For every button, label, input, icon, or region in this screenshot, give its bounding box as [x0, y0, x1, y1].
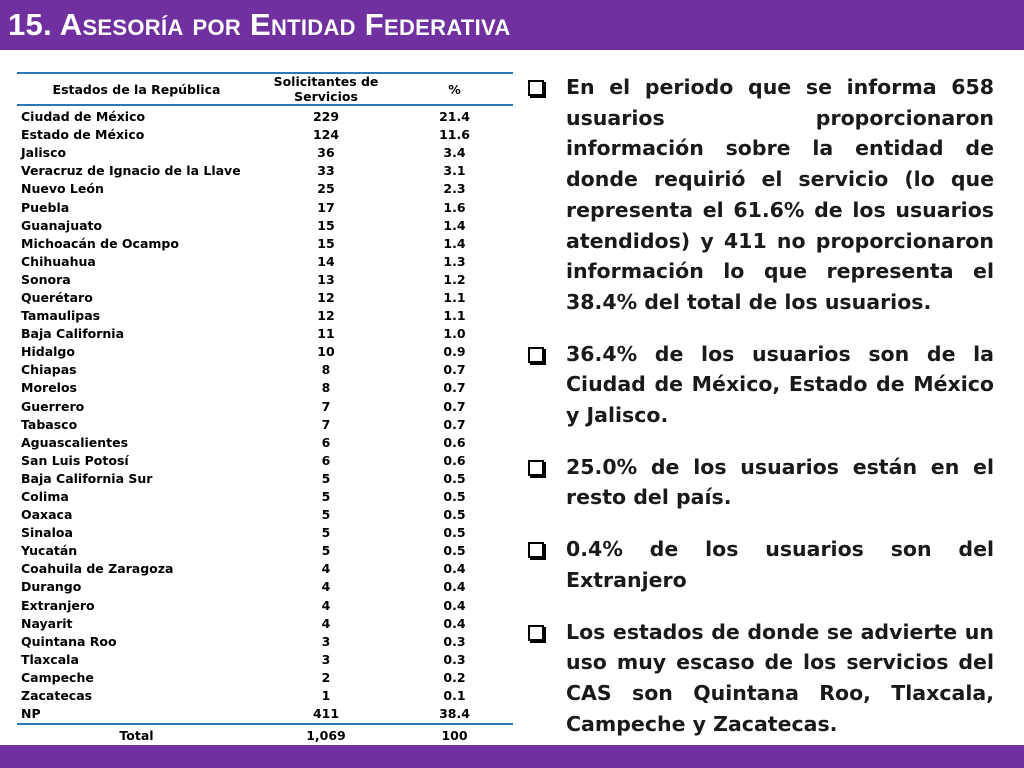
requests-cell: 411 — [256, 705, 396, 724]
requests-cell: 5 — [321, 525, 331, 541]
requests-cell: 11 — [317, 326, 335, 342]
requests-cell: 25 — [317, 181, 335, 197]
total-count: 1,069 — [256, 724, 396, 746]
requests-cell: 6 — [321, 434, 331, 450]
percent-cell: 1.1 — [443, 308, 466, 324]
percent-cell: 1.2 — [443, 271, 466, 287]
state-cell: Chihuahua — [21, 253, 96, 269]
state-cell: Oaxaca — [21, 507, 73, 523]
requests-cell: 7 — [321, 416, 331, 432]
state-cell: Tlaxcala — [21, 651, 79, 667]
requests-cell: 5 — [321, 470, 331, 486]
table-row — [17, 434, 513, 452]
state-cell: Morelos — [21, 380, 77, 396]
percent-cell: 3.4 — [443, 145, 466, 161]
table-row — [17, 126, 513, 144]
requests-cell: 4 — [321, 615, 331, 631]
table-row — [17, 379, 513, 397]
percent-cell: 0.2 — [443, 669, 466, 685]
requests-cell: 3 — [321, 633, 331, 649]
table-row — [17, 542, 513, 560]
table-row — [17, 235, 513, 253]
state-cell: Chiapas — [21, 362, 77, 378]
table-header-row — [17, 73, 513, 105]
requests-cell: 4 — [321, 561, 331, 577]
table-row — [17, 416, 513, 434]
table-row — [17, 560, 513, 578]
table-row — [17, 217, 513, 235]
state-cell: Jalisco — [21, 145, 67, 161]
state-cell: Tabasco — [21, 416, 78, 432]
state-cell: Ciudad de México — [21, 109, 146, 125]
state-cell: Puebla — [21, 199, 70, 215]
state-cell: Quintana Roo — [21, 633, 117, 649]
state-cell: Sonora — [21, 271, 71, 287]
state-cell: Guerrero — [21, 398, 85, 414]
requests-cell: 14 — [317, 253, 335, 269]
state-cell: Querétaro — [21, 289, 93, 305]
table-row — [17, 398, 513, 416]
percent-cell: 0.1 — [443, 688, 466, 704]
table-row — [17, 325, 513, 343]
bullet-item — [522, 452, 994, 513]
percent-cell: 0.3 — [443, 651, 466, 667]
state-cell: Tamaulipas — [21, 308, 101, 324]
table-row — [17, 615, 513, 633]
bullet-item — [522, 617, 994, 740]
table-row — [17, 506, 513, 524]
requests-cell: 5 — [321, 489, 331, 505]
table-row — [17, 597, 513, 615]
bullet-text: 36.4% de los usuarios son de la Ciudad de México, Estado de México y Jalisco. — [566, 341, 994, 428]
percent-cell: 0.7 — [443, 398, 466, 414]
percent-cell: 0.3 — [443, 633, 466, 649]
table-row — [17, 687, 513, 705]
percent-cell: 0.6 — [443, 434, 466, 450]
table-row — [17, 361, 513, 379]
bullet-text: 0.4% de los usuarios son del Extranjero — [566, 537, 994, 592]
slide-title: 15. Asesoría por Entidad Federativa — [8, 7, 511, 42]
requests-cell: 229 — [312, 109, 340, 125]
column-header-requests: Solicitantes de Servicios — [256, 73, 396, 105]
percent-cell: 0.4 — [443, 579, 466, 595]
percent-cell: 0.5 — [443, 507, 466, 523]
percent-cell: 0.6 — [443, 452, 466, 468]
requests-cell: 15 — [317, 217, 335, 233]
state-cell: Zacatecas — [21, 688, 93, 704]
state-cell: Nayarit — [21, 615, 73, 631]
data-table — [17, 72, 513, 747]
total-percent: 100 — [396, 724, 513, 746]
table-row — [17, 452, 513, 470]
column-header-state: Estados de la República — [17, 73, 256, 105]
bullet-item — [522, 339, 994, 431]
state-cell: Sinaloa — [21, 525, 73, 541]
state-cell: Estado de México — [21, 127, 145, 143]
requests-cell: 8 — [321, 380, 331, 396]
bullet-text: 25.0% de los usuarios están en el resto del país. — [566, 454, 994, 510]
checkbox-bullet-icon — [528, 347, 544, 363]
state-cell: Durango — [21, 579, 82, 595]
state-cell: NP — [17, 705, 256, 724]
requests-cell: 4 — [321, 579, 331, 595]
table-total-row — [17, 724, 513, 746]
requests-cell: 17 — [317, 199, 335, 215]
table-row — [17, 307, 513, 325]
percent-cell: 0.5 — [443, 543, 466, 559]
bullet-item — [522, 72, 994, 318]
requests-cell: 2 — [321, 669, 331, 685]
state-cell: Campeche — [21, 669, 94, 685]
states-table — [17, 72, 513, 747]
table-row — [17, 162, 513, 180]
state-cell: Nuevo León — [21, 181, 104, 197]
state-cell: Guanajuato — [21, 217, 103, 233]
requests-cell: 12 — [317, 289, 335, 305]
bullet-text: En el periodo que se informa 658 usuarios proporcionaron información sobre la entidad de donde requirió el servicio (lo que representa el 61.6% de los usuarios atendidos) y 411 no proporcionaron información lo que representa el 38.4% del total de los usuarios. — [566, 75, 994, 314]
table-row — [17, 105, 513, 126]
percent-cell: 1.6 — [443, 199, 466, 215]
table-row — [17, 524, 513, 542]
percent-cell: 1.0 — [443, 326, 466, 342]
requests-cell: 33 — [317, 163, 335, 179]
table-row — [17, 633, 513, 651]
requests-cell: 5 — [321, 507, 331, 523]
requests-cell: 3 — [321, 651, 331, 667]
table-row — [17, 271, 513, 289]
requests-cell: 8 — [321, 362, 331, 378]
requests-cell: 15 — [317, 235, 335, 251]
column-header-percent: % — [396, 73, 513, 105]
percent-cell: 1.4 — [443, 235, 466, 251]
percent-cell: 2.3 — [443, 181, 466, 197]
state-cell: Aguascalientes — [21, 434, 129, 450]
table-row — [17, 669, 513, 687]
checkbox-bullet-icon — [528, 625, 544, 641]
requests-cell: 5 — [321, 543, 331, 559]
percent-cell: 0.5 — [443, 470, 466, 486]
footer-bar — [0, 745, 1024, 768]
state-cell: Coahuila de Zaragoza — [21, 561, 174, 577]
table-row — [17, 289, 513, 307]
percent-cell: 1.1 — [443, 289, 466, 305]
percent-cell: 0.4 — [443, 561, 466, 577]
state-cell: Yucatán — [21, 543, 78, 559]
table-row — [17, 343, 513, 361]
percent-cell: 0.4 — [443, 597, 466, 613]
requests-cell: 36 — [317, 145, 335, 161]
total-label: Total — [17, 724, 256, 746]
bullet-list — [522, 72, 994, 760]
percent-cell: 0.5 — [443, 525, 466, 541]
state-cell: Baja California — [21, 326, 125, 342]
requests-cell: 13 — [317, 271, 335, 287]
table-row — [17, 253, 513, 271]
percent-cell: 0.7 — [443, 362, 466, 378]
percent-cell: 1.3 — [443, 253, 466, 269]
percent-cell: 0.5 — [443, 489, 466, 505]
table-row — [17, 144, 513, 162]
percent-cell: 0.7 — [443, 416, 466, 432]
bullet-text: Los estados de donde se advierte un uso muy escaso de los servicios del CAS son Quintana Roo, Tlaxcala, Campeche y Zacatecas. — [566, 619, 994, 736]
bullet-item — [522, 534, 994, 595]
state-cell: Michoacán de Ocampo — [21, 235, 179, 251]
state-cell: Hidalgo — [21, 344, 75, 360]
percent-cell: 11.6 — [439, 127, 470, 143]
table-row — [17, 651, 513, 669]
state-cell: San Luis Potosí — [21, 452, 129, 468]
checkbox-bullet-icon — [528, 80, 544, 96]
checkbox-bullet-icon — [528, 542, 544, 558]
requests-cell: 6 — [321, 452, 331, 468]
percent-cell: 0.7 — [443, 380, 466, 396]
checkbox-bullet-icon — [528, 460, 544, 476]
requests-cell: 1 — [321, 688, 331, 704]
table-body — [17, 105, 513, 724]
table-row — [17, 198, 513, 216]
percent-cell: 1.4 — [443, 217, 466, 233]
table-row — [17, 470, 513, 488]
title-bar — [0, 0, 1024, 50]
percent-cell: 0.4 — [443, 615, 466, 631]
table-row — [17, 578, 513, 596]
percent-cell: 3.1 — [443, 163, 466, 179]
requests-cell: 124 — [312, 127, 340, 143]
requests-cell: 12 — [317, 308, 335, 324]
requests-cell: 10 — [317, 344, 335, 360]
requests-cell: 4 — [321, 597, 331, 613]
requests-cell: 7 — [321, 398, 331, 414]
percent-cell: 21.4 — [439, 109, 470, 125]
percent-cell: 0.9 — [443, 344, 466, 360]
table-row — [17, 488, 513, 506]
state-cell: Veracruz de Ignacio de la Llave — [21, 163, 241, 179]
state-cell: Extranjero — [21, 597, 95, 613]
table-row — [17, 705, 513, 724]
state-cell: Baja California Sur — [21, 470, 153, 486]
table-row — [17, 180, 513, 198]
percent-cell: 38.4 — [396, 705, 513, 724]
state-cell: Colima — [21, 489, 69, 505]
